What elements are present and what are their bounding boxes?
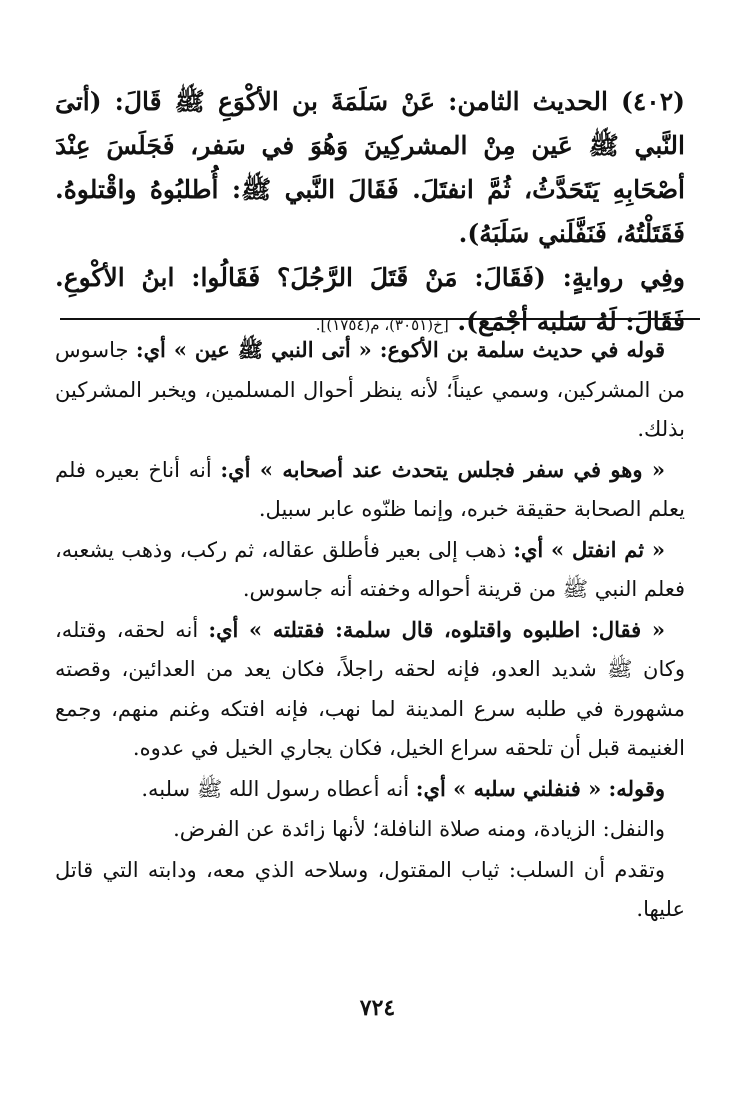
separator-line [60, 318, 700, 320]
page-number: ٧٢٤ [359, 995, 396, 1021]
commentary-text: والنفل: الزيادة، ومنه صلاة النافلة؛ لأنها زائدة عن الفرض. [173, 817, 665, 841]
commentary-text: ذهب إلى بعير فأطلق عقاله، ثم ركب، وذهب يشعبه، فعلم النبي ﷺ من قرينة أحواله وخفته أنه جاسوس. [55, 537, 685, 601]
hadith-narration-text: وفِي روايةٍ: (فَقَالَ: مَنْ قَتَلَ الرَّجُلَ؟ فَقَالُوا: ابنُ الأكْوعِ. فَقَالَ: لَهُ سَلبه أجْمَع). [55, 263, 685, 336]
commentary-quote: « وهو في سفر فجلس يتحدث عند أصحابه » أي: [220, 456, 665, 482]
commentary-quote: « ثم انفتل » أي: [513, 536, 665, 562]
commentary-block [55, 330, 685, 930]
commentary-paragraph [55, 450, 685, 530]
hadith-block [55, 80, 685, 347]
commentary-quote: قوله في حديث سلمة بن الأكوع: « أتى النبي ﷺ عين » أي: [135, 337, 665, 362]
commentary-text: جاسوس من المشركين، وسمي عيناً؛ لأنه ينظر أحوال المسلمين، ويخبر المشركين بذلك. [55, 338, 685, 441]
commentary-paragraph [55, 769, 685, 810]
commentary-paragraph [55, 850, 685, 930]
commentary-text: وتقدم أن السلب: ثياب المقتول، وسلاحه الذي معه، ودابته التي قاتل عليها. [55, 857, 685, 921]
commentary-quote: وقوله: « فنفلني سلبه » أي: [415, 775, 665, 801]
commentary-text: أنه أعطاه رسول الله ﷺ سلبه. [141, 776, 416, 801]
commentary-text: أنه لحقه، وقتله، وكان ﷺ شديد العدو، فإنه لحقه راجلاً، فكان يعد من العدائين، وقصته مشهورة في طلبه سرع المدينة لما نهب، فإنه افتكه وغنم منهم، وجمع الغنيمة قبل أن تلحقه سراع الخيل، فكان يجاري الخيل في عدوه. [55, 617, 685, 760]
hadith-reference: [خ(٣٠٥١)، م(١٧٥٤)]. [315, 316, 449, 334]
commentary-paragraph [55, 610, 685, 769]
commentary-quote: « فقال: اطلبوه واقتلوه، قال سلمة: فقتلته » أي: [208, 616, 665, 642]
commentary-text: أنه أناخ بعيره فلم يعلم الصحابة حقيقة خبره، وإنما ظنّوه عابر سبيل. [55, 457, 685, 521]
commentary-paragraph [55, 809, 685, 850]
commentary-paragraph [55, 530, 685, 610]
commentary-paragraph [55, 330, 685, 450]
hadith-main-text: (٤٠٢) الحديث الثامن: عَنْ سَلَمَةَ بن الأكْوَعِ ﷺ قَالَ: (أتىَ النَّبي ﷺ عَين مِنْ المشركِينَ وَهُوَ في سَفر، فَجَلَسَ عِنْدَ أصْحَابِهِ يَتَحَدَّثُ، ثُمَّ انفتَلَ. فَقَالَ النَّبي ﷺ: أُطلبُوهُ واقْتلوهُ. فَقَتَلْتُهُ، فَنَفَّلَني سَلَبَهُ). [55, 87, 685, 248]
